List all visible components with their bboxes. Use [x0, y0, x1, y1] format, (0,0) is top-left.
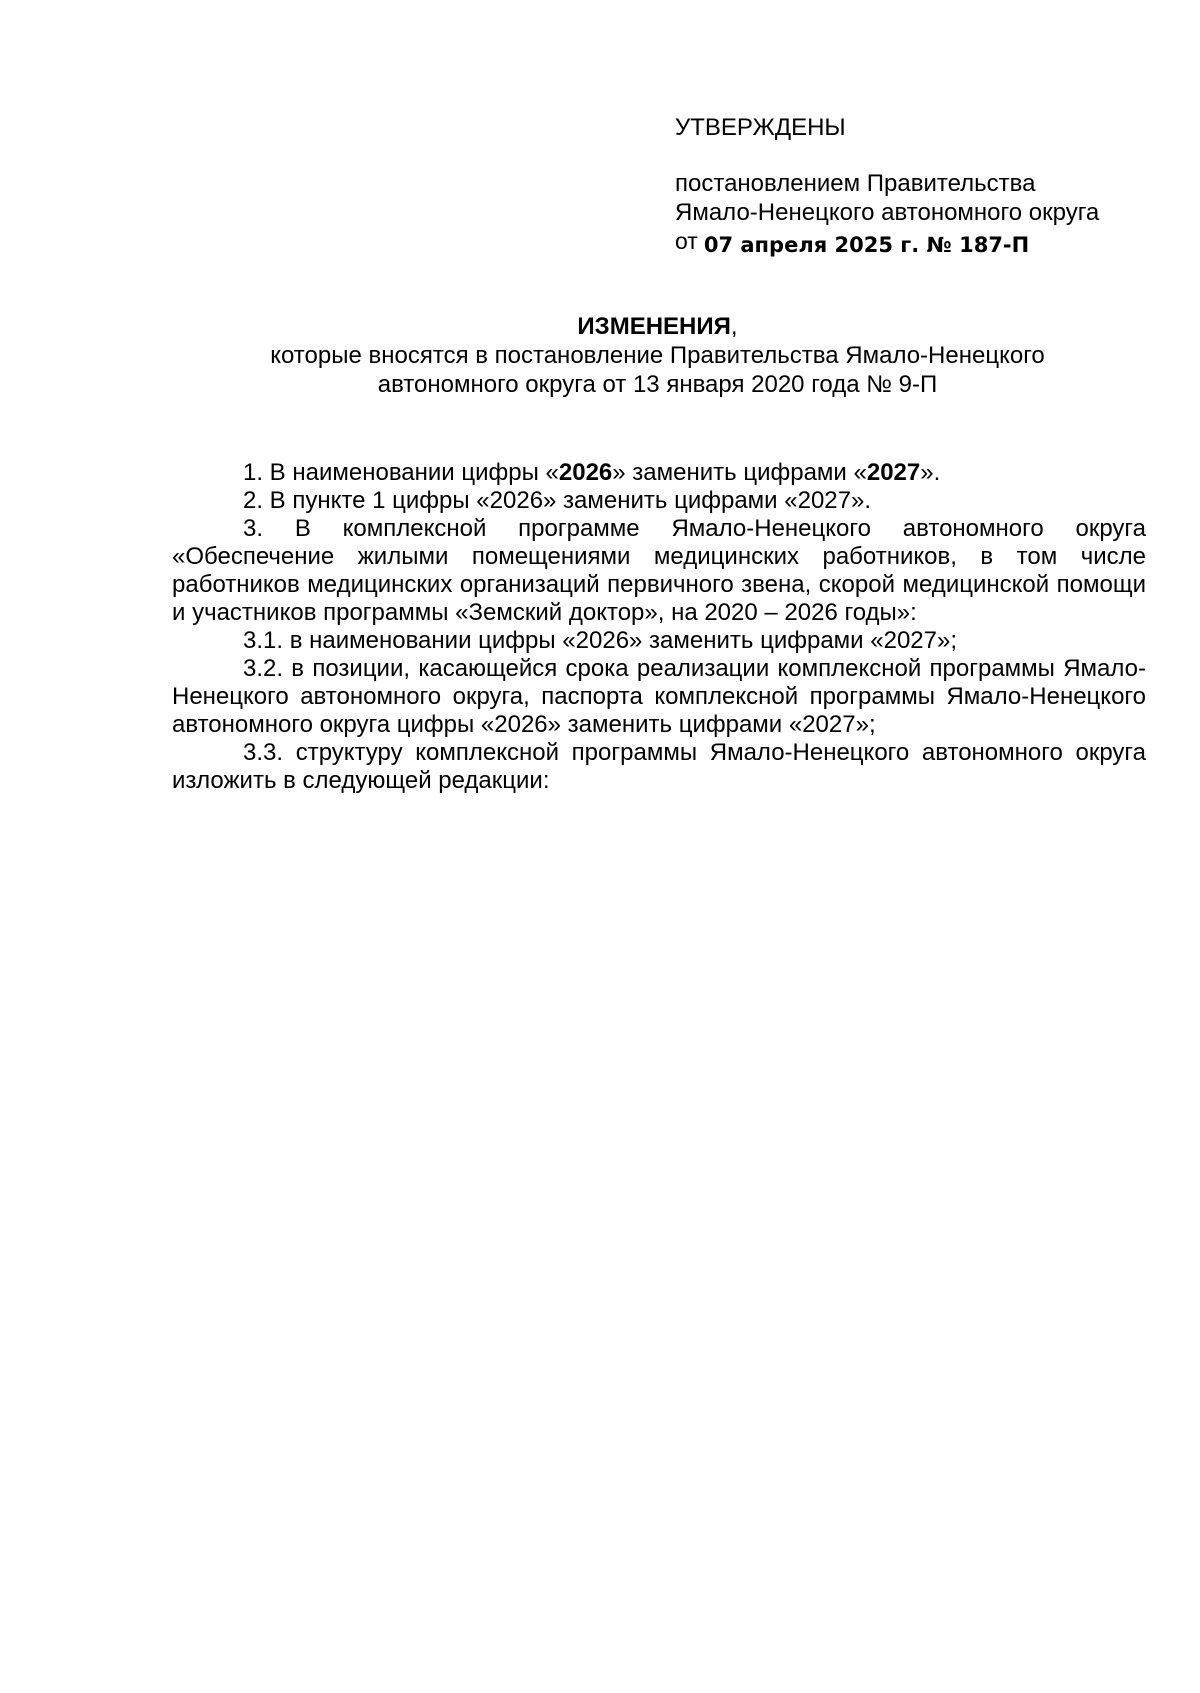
item-1-text-c: » заменить цифрами « [612, 459, 867, 486]
paragraph-item-1 [172, 459, 1146, 487]
document-title-suffix: , [730, 313, 738, 340]
paragraph-item-3: 3. В комплексной программе Ямало-Ненецкого автономного округа «Обеспечение жилыми помещениями медицинских работников, в том числе работников медицинских организаций первичного звена, скорой медицинской помощи и участников программы «Земский доктор», на 2020 – 2026 годы»: [172, 515, 1146, 626]
paragraph-item-2: 2. В пункте 1 цифры «2026» заменить цифрами «2027». [243, 487, 871, 514]
item-1-old-number: 2026 [558, 459, 613, 486]
approval-date-prefix: от [675, 228, 698, 254]
document-title [170, 312, 1145, 341]
approval-date-line [675, 227, 1175, 257]
approval-date-value: 07 апреля 2025 г. № 187-П [703, 233, 1030, 257]
document-body [172, 459, 1146, 795]
approval-line-1: постановлением Правительства [675, 170, 1036, 197]
paragraph-item-3-3: 3.3. структуру комплексной программы Ямало-Ненецкого автономного округа изложить в следующей редакции: [172, 739, 1146, 794]
item-1-text-e: ». [920, 459, 941, 486]
approval-line-2: Ямало-Ненецкого автономного округа [675, 199, 1100, 226]
item-1-text-a: 1. В наименовании цифры « [243, 459, 559, 486]
document-title-main: ИЗМЕНЕНИЯ [577, 313, 731, 340]
approval-block [675, 113, 1175, 257]
document-subtitle-line-2: автономного округа от 13 января 2020 года № 9-П [377, 371, 938, 398]
item-1-new-number: 2027 [866, 459, 921, 486]
document-subtitle-line-1: которые вносятся в постановление Правительства Ямало-Ненецкого [270, 342, 1045, 369]
approved-label: УТВЕРЖДЕНЫ [675, 114, 846, 141]
paragraph-item-3-2: 3.2. в позиции, касающейся срока реализации комплексной программы Ямало-Ненецкого автономного округа, паспорта комплексной программы Ямало-Ненецкого автономного округа цифры «2026» заменить цифрами «2027»; [172, 655, 1146, 738]
document-title-block [170, 312, 1145, 399]
paragraph-item-3-1: 3.1. в наименовании цифры «2026» заменить цифрами «2027»; [243, 627, 957, 654]
